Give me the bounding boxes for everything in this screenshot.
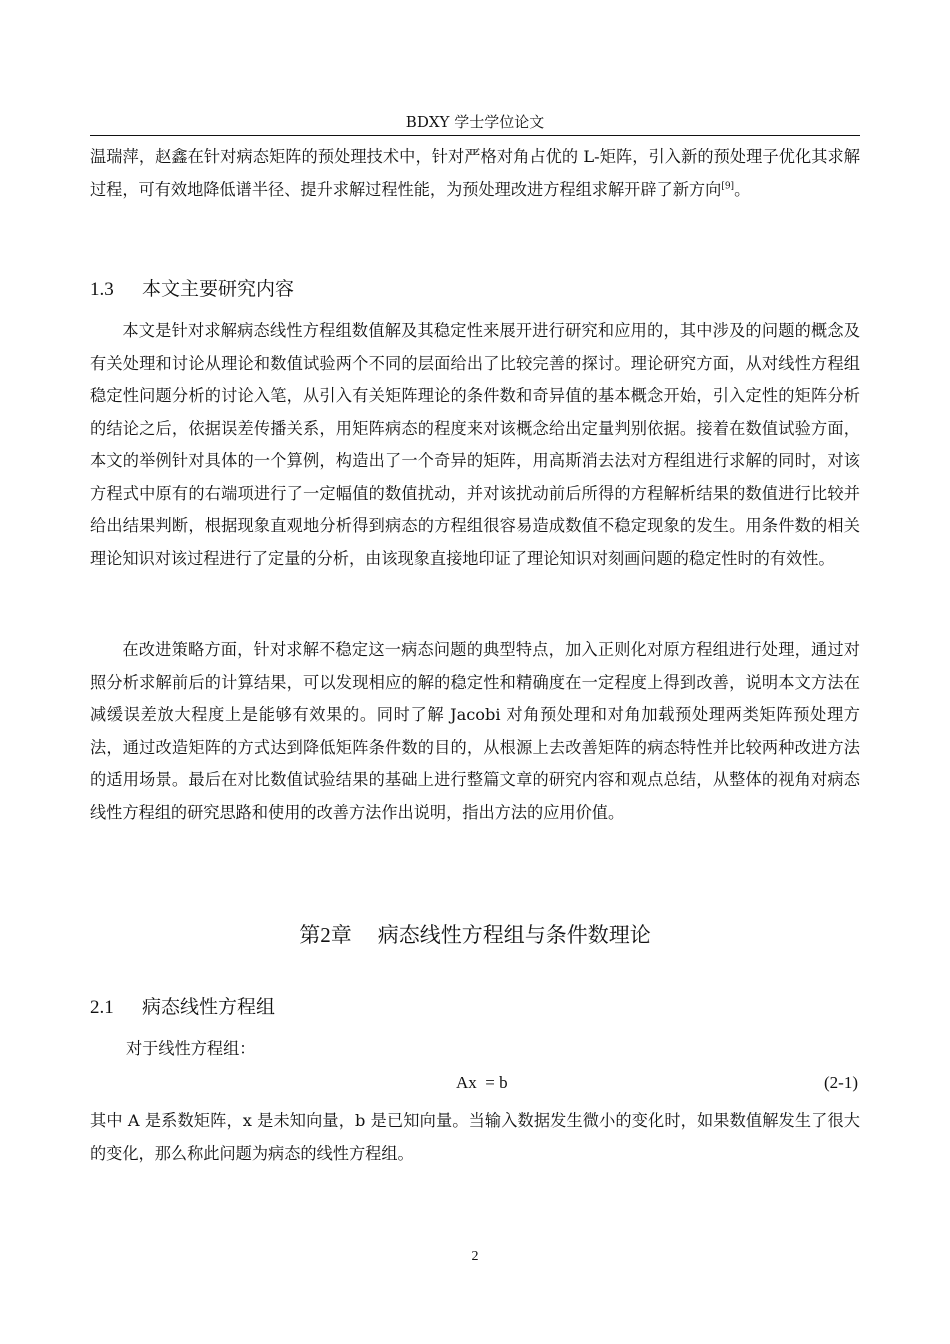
chapter-prefix: 第 [299, 923, 321, 947]
equation-row [90, 1070, 860, 1096]
equation-lead-text: 对于线性方程组： [126, 1039, 256, 1058]
page-number: 2 [471, 1249, 479, 1264]
chapter-heading [90, 920, 860, 950]
running-header: BDXY 学士学位论文 [405, 113, 545, 131]
intro-paragraph [90, 141, 860, 206]
header-rule [90, 135, 860, 136]
chapter-title: 病态线性方程组与条件数理论 [377, 923, 651, 947]
equation-label: (2-1) [824, 1073, 858, 1092]
chapter-suffix: 章 [330, 923, 352, 947]
intro-paragraph-tail: 。 [734, 179, 751, 199]
section-number: 1.3 [90, 279, 114, 300]
section-heading-2-1 [90, 994, 275, 1021]
section-title: 病态线性方程组 [142, 996, 276, 1018]
section-number: 2.1 [90, 997, 114, 1018]
research-content-paragraph-2: 在改进策略方面，针对求解不稳定这一病态问题的典型特点，加入正则化对原方程组进行处理，通过对照分析求解前后的计算结果，可以发现相应的解的稳定性和精确度在一定程度上得到改善，说明本文方法在减缓误差放大程度上是能够有效果的。同时了解 Jacobi 对角预处理和对角加载预处理两类矩阵预处理方法，通过改造矩阵的方式达到降低矩阵条件数的目的，从根源上去改善矩阵的病态特性并比较两种改进方法的适用场景。最后在对比数值试验结果的基础上进行整篇文章的研究内容和观点总结，从整体的视角对病态线性方程组的研究思路和使用的改善方法作出说明，指出方法的应用价值。 [90, 640, 860, 822]
research-content-paragraph-1: 本文是针对求解病态线性方程组数值解及其稳定性来展开进行研究和应用的，其中涉及的问题的概念及有关处理和讨论从理论和数值试验两个不同的层面给出了比较完善的探讨。理论研究方面，从对线性方程组稳定性问题分析的讨论入笔，从引入有关矩阵理论的条件数和奇异值的基本概念开始，引入定性的矩阵分析的结论之后，依据误差传播关系，用矩阵病态的程度来对该概念给出定量判别依据。接着在数值试验方面，本文的举例针对具体的一个算例，构造出了一个奇异的矩阵，用高斯消去法对方程组进行求解的同时，对该方程式中原有的右端项进行了一定幅值的数值扰动，并对该扰动前后所得的方程解析结果的数值进行比较并给出结果判断，根据现象直观地分析得到病态的方程组很容易造成数值不稳定现象的发生。用条件数的相关理论知识对该过程进行了定量的分析，由该现象直接地印证了理论知识对刻画问题的稳定性时的有效性。 [90, 321, 860, 568]
ill-conditioned-definition-paragraph: 其中 A 是系数矩阵，x 是未知向量，b 是已知向量。当输入数据发生微小的变化时，如果数值解发生了很大的变化，那么称此问题为病态的线性方程组。 [90, 1111, 860, 1163]
equation-formula: Ax = b [456, 1073, 508, 1092]
intro-paragraph-text: 温瑞萍，赵鑫在针对病态矩阵的预处理技术中，针对严格对角占优的 L-矩阵，引入新的预处理子优化其求解过程，可有效地降低谱半径、提升求解过程性能，为预处理改进方程组求解开辟了新方向 [90, 147, 860, 199]
section-heading-1-3 [90, 276, 294, 303]
chapter-number: 2 [320, 923, 331, 947]
citation-marker: [9] [721, 181, 735, 192]
section-title: 本文主要研究内容 [142, 278, 295, 300]
